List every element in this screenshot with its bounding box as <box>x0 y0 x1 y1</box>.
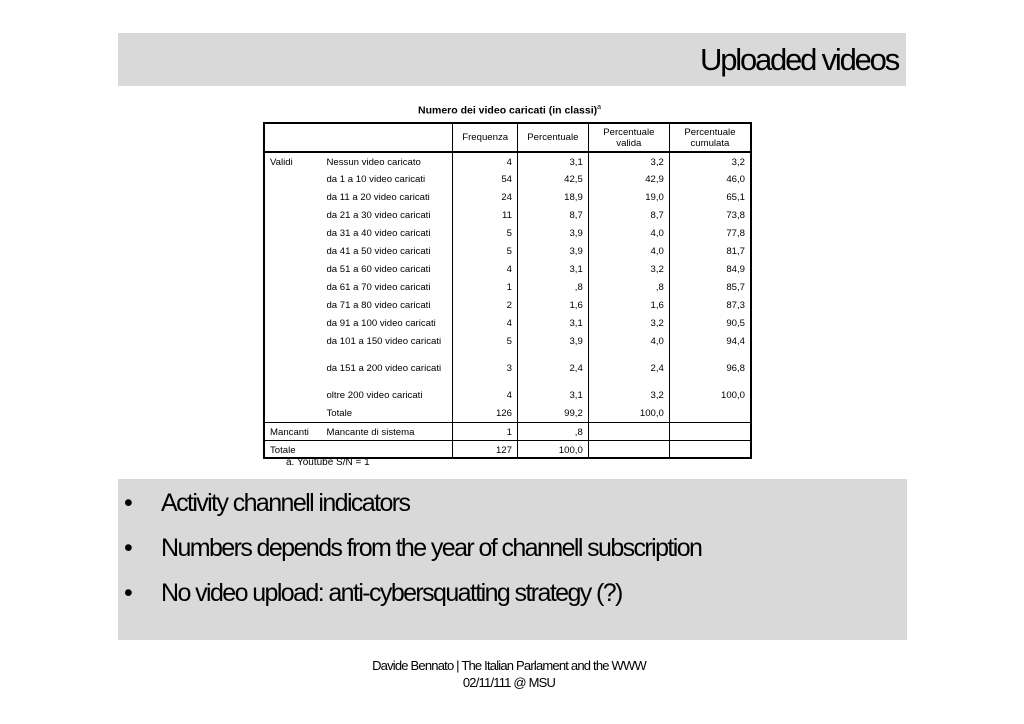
row-freq-cell: 4 <box>453 260 518 278</box>
table-body <box>264 152 751 458</box>
row-group-cell <box>264 278 321 296</box>
table-row <box>264 332 751 359</box>
row-cum-cell: 84,9 <box>669 260 751 278</box>
row-group-cell <box>264 404 321 422</box>
header-valid: Percentuale valida <box>588 123 669 152</box>
row-cum-cell: 77,8 <box>669 224 751 242</box>
row-valid-cell: ,8 <box>588 278 669 296</box>
row-label-cell: da 101 a 150 video caricati <box>326 336 442 347</box>
table-row <box>264 296 751 314</box>
bullet-dot: • <box>124 534 133 562</box>
table-title <box>418 104 601 117</box>
table-row <box>264 260 751 278</box>
frequency-table <box>263 122 752 459</box>
row-perc-cell: 3,9 <box>517 332 588 359</box>
row-cum-cell: 100,0 <box>669 386 751 404</box>
row-group-cell <box>264 332 321 359</box>
footer-line-2: 02/11/111 @ MSU <box>462 675 556 690</box>
table-row <box>264 386 751 404</box>
table-row <box>264 224 751 242</box>
row-group-cell: Totale <box>264 440 321 458</box>
table-row <box>264 170 751 188</box>
slide-footer <box>0 657 1024 691</box>
row-perc-cell: 2,4 <box>517 359 588 386</box>
row-perc-cell: 3,1 <box>517 152 588 170</box>
row-valid-cell: 4,0 <box>588 242 669 260</box>
table-footnote: a. Youtube S/N = 1 <box>286 457 370 468</box>
row-group-cell <box>264 386 321 404</box>
table-title-note: a <box>597 104 602 111</box>
row-group-cell <box>264 296 321 314</box>
table-title-text: Numero dei video caricati (in classi) <box>418 104 598 117</box>
row-valid-cell: 3,2 <box>588 260 669 278</box>
row-group-cell <box>264 206 321 224</box>
table-row <box>264 206 751 224</box>
row-freq-cell: 1 <box>453 278 518 296</box>
row-valid-cell: 4,0 <box>588 332 669 359</box>
row-group-cell <box>264 359 321 386</box>
row-label-cell: Nessun video caricato <box>326 157 421 168</box>
slide-title: Uploaded videos <box>700 42 898 77</box>
row-label-cell: da 1 a 10 video caricati <box>326 174 426 185</box>
row-perc-cell: 18,9 <box>517 188 588 206</box>
row-label-cell: da 11 a 20 video caricati <box>326 192 430 203</box>
row-label-cell: da 151 a 200 video caricati <box>326 363 442 374</box>
table-row <box>264 359 751 386</box>
row-perc-cell: 99,2 <box>517 404 588 422</box>
bullet-dot: • <box>124 489 133 517</box>
row-label-cell: da 61 a 70 video caricati <box>326 282 431 293</box>
row-group-cell <box>264 170 321 188</box>
row-group-cell <box>264 242 321 260</box>
row-perc-cell: 3,1 <box>517 314 588 332</box>
title-band <box>118 33 906 86</box>
row-label-cell: da 21 a 30 video caricati <box>326 210 431 221</box>
row-cum-cell <box>669 404 751 422</box>
row-valid-cell: 4,0 <box>588 224 669 242</box>
row-group-cell: Validi <box>270 157 293 168</box>
row-group-cell <box>264 224 321 242</box>
row-perc-cell: 42,5 <box>517 170 588 188</box>
row-label-cell: Totale <box>326 408 353 419</box>
row-label-cell: da 31 a 40 video caricati <box>326 228 431 239</box>
row-freq-cell: 2 <box>453 296 518 314</box>
table-header-row <box>264 123 751 152</box>
row-perc-cell: 8,7 <box>517 206 588 224</box>
bullet-text: No video upload: anti-cybersquatting strategy (?) <box>161 579 622 607</box>
row-freq-cell: 4 <box>453 314 518 332</box>
row-label-cell: da 41 a 50 video caricati <box>326 246 431 257</box>
row-freq-cell: 5 <box>453 242 518 260</box>
row-freq-cell: 4 <box>453 386 518 404</box>
table-row <box>264 278 751 296</box>
row-valid-cell <box>588 422 669 440</box>
row-freq-cell: 4 <box>453 152 518 170</box>
row-cum-cell: 85,7 <box>669 278 751 296</box>
table-row <box>264 440 751 458</box>
row-valid-cell: 3,2 <box>588 152 669 170</box>
row-cum-cell: 3,2 <box>669 152 751 170</box>
row-cum-cell: 96,8 <box>669 359 751 386</box>
row-perc-cell: ,8 <box>517 422 588 440</box>
row-perc-cell: 1,6 <box>517 296 588 314</box>
row-cum-cell: 65,1 <box>669 188 751 206</box>
table-row <box>264 314 751 332</box>
row-cum-cell: 81,7 <box>669 242 751 260</box>
row-group-cell: Mancanti <box>264 422 321 440</box>
row-freq-cell: 5 <box>453 332 518 359</box>
row-label-cell: da 51 a 60 video caricati <box>326 264 431 275</box>
row-freq-cell: 11 <box>453 206 518 224</box>
header-blank-1 <box>264 123 321 152</box>
bullet-dot: • <box>124 579 133 607</box>
row-valid-cell <box>588 440 669 458</box>
row-cum-cell: 94,4 <box>669 332 751 359</box>
row-valid-cell: 42,9 <box>588 170 669 188</box>
row-group-cell <box>264 188 321 206</box>
row-freq-cell: 54 <box>453 170 518 188</box>
row-cum-cell: 73,8 <box>669 206 751 224</box>
row-group-cell <box>264 260 321 278</box>
row-valid-cell: 3,2 <box>588 386 669 404</box>
row-freq-cell: 1 <box>453 422 518 440</box>
row-valid-cell: 1,6 <box>588 296 669 314</box>
table-row <box>264 152 751 170</box>
table-row <box>264 188 751 206</box>
bullets-band <box>118 479 907 640</box>
table-row <box>264 242 751 260</box>
footer-line-1: Davide Bennato | The Italian Parlament and the WWW <box>372 658 646 673</box>
row-perc-cell: 3,9 <box>517 224 588 242</box>
row-freq-cell: 3 <box>453 359 518 386</box>
row-group-cell <box>264 314 321 332</box>
header-cum: Percentuale cumulata <box>669 123 751 152</box>
row-label-cell <box>321 440 452 458</box>
row-cum-cell <box>669 440 751 458</box>
row-perc-cell: 3,9 <box>517 242 588 260</box>
row-perc-cell: 3,1 <box>517 260 588 278</box>
row-freq-cell: 5 <box>453 224 518 242</box>
header-perc: Percentuale <box>517 123 588 152</box>
row-valid-cell: 8,7 <box>588 206 669 224</box>
row-valid-cell: 2,4 <box>588 359 669 386</box>
row-perc-cell: ,8 <box>517 278 588 296</box>
header-freq: Frequenza <box>453 123 518 152</box>
row-freq-cell: 126 <box>453 404 518 422</box>
row-freq-cell: 24 <box>453 188 518 206</box>
header-blank-2 <box>321 123 452 152</box>
row-valid-cell: 19,0 <box>588 188 669 206</box>
row-valid-cell: 3,2 <box>588 314 669 332</box>
row-label-cell: da 71 a 80 video caricati <box>326 300 431 311</box>
row-cum-cell: 87,3 <box>669 296 751 314</box>
table-row <box>264 404 751 422</box>
bullet-text: Numbers depends from the year of channell subscription <box>161 534 702 562</box>
row-freq-cell: 127 <box>453 440 518 458</box>
row-cum-cell: 46,0 <box>669 170 751 188</box>
row-perc-cell: 100,0 <box>517 440 588 458</box>
bullet-text: Activity channell indicators <box>161 489 410 517</box>
table-row <box>264 422 751 440</box>
row-cum-cell: 90,5 <box>669 314 751 332</box>
row-cum-cell <box>669 422 751 440</box>
row-valid-cell: 100,0 <box>588 404 669 422</box>
row-label-cell: da 91 a 100 video caricati <box>326 318 436 329</box>
row-perc-cell: 3,1 <box>517 386 588 404</box>
row-label-cell: oltre 200 video caricati <box>326 390 423 401</box>
row-label-cell: Mancante di sistema <box>321 422 452 440</box>
